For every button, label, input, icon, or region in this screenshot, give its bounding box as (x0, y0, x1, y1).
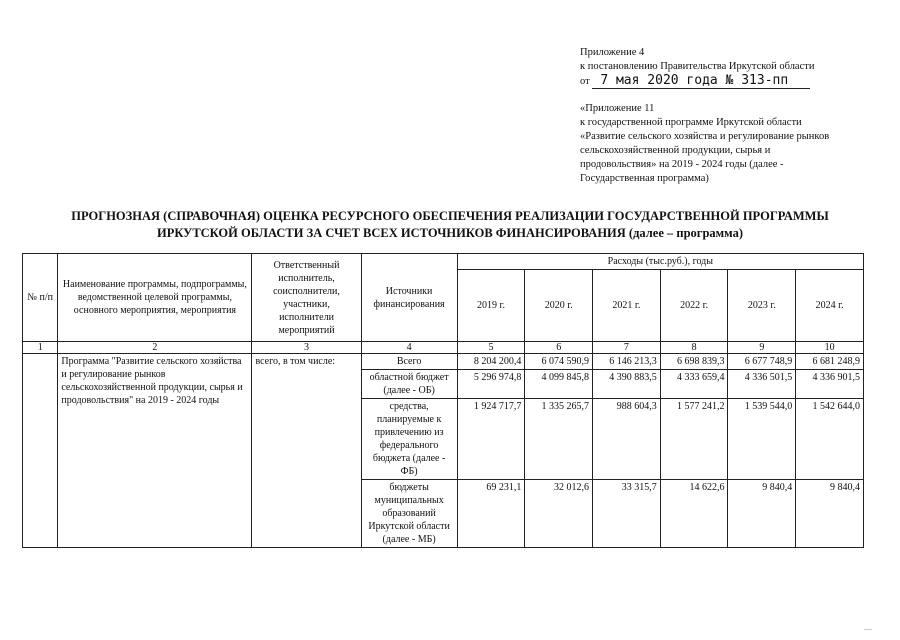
document-title (20, 208, 880, 242)
header-expenses: Расходы (тыс.руб.), годы (457, 254, 863, 270)
subappendix-line: «Приложение 11 (580, 103, 655, 114)
value-cell: 8 204 200,4 (457, 354, 525, 370)
value-cell: 1 335 265,7 (525, 399, 593, 480)
column-number: 7 (593, 342, 661, 354)
title-line-2: ИРКУТСКОЙ ОБЛАСТИ ЗА СЧЕТ ВСЕХ ИСТОЧНИКОВ ФИНАНСИРОВАНИЯ (далее – программа) (156, 226, 744, 240)
value-cell: 1 539 544,0 (728, 399, 796, 480)
source-cell: Всего (361, 354, 457, 370)
value-cell: 988 604,3 (593, 399, 661, 480)
source-cell: средства, планируемые к привлечению из федерального бюджета (далее - ФБ) (361, 399, 457, 480)
subappendix-line: продовольствия» на 2019 - 2024 годы (далее - (580, 159, 784, 170)
column-number: 2 (58, 342, 252, 354)
header-year: 2021 г. (593, 270, 661, 342)
value-cell: 4 333 659,4 (660, 370, 728, 399)
date-prefix: от (580, 76, 590, 87)
value-cell: 6 074 590,9 (525, 354, 593, 370)
resource-table (22, 253, 864, 548)
header-responsible: Ответственный исполнитель, соисполнители, участники, исполнители мероприятий (252, 254, 361, 342)
program-name: Программа "Развитие сельского хозяйства и регулирование рынков сельскохозяйственной продукции, сырья и продовольствия" на 2019 - 2024 годы (58, 354, 252, 548)
column-number: 10 (796, 342, 864, 354)
value-cell: 6 677 748,9 (728, 354, 796, 370)
handwritten-date: 7 мая 2020 года № 313-пп (592, 74, 810, 89)
value-cell: 9 840,4 (796, 480, 864, 548)
value-cell: 4 336 901,5 (796, 370, 864, 399)
value-cell: 6 146 213,3 (593, 354, 661, 370)
value-cell: 9 840,4 (728, 480, 796, 548)
source-cell: бюджеты муниципальных образований Иркутской области (далее - МБ) (361, 480, 457, 548)
column-number: 8 (660, 342, 728, 354)
subappendix-line: «Развитие сельского хозяйства и регулирование рынков (580, 131, 830, 142)
table-row (23, 354, 864, 370)
value-cell: 33 315,7 (593, 480, 661, 548)
appendix-reference: к постановлению Правительства Иркутской области (580, 61, 815, 72)
value-cell: 4 390 883,5 (593, 370, 661, 399)
subappendix-header (580, 102, 870, 186)
subappendix-line: к государственной программе Иркутской области (580, 117, 802, 128)
title-line-1: ПРОГНОЗНАЯ (СПРАВОЧНАЯ) ОЦЕНКА РЕСУРСНОГО ОБЕСПЕЧЕНИЯ РЕАЛИЗАЦИИ ГОСУДАРСТВЕННОЙ ПРОГРАММЫ (71, 209, 829, 223)
column-number: 4 (361, 342, 457, 354)
column-number: 6 (525, 342, 593, 354)
header-year: 2024 г. (796, 270, 864, 342)
header-sources: Источники финансирования (361, 254, 457, 342)
value-cell: 5 296 974,8 (457, 370, 525, 399)
subappendix-line: сельскохозяйственной продукции, сырья и (580, 145, 771, 156)
header-year: 2023 г. (728, 270, 796, 342)
value-cell: 14 622,6 (660, 480, 728, 548)
header-year: 2020 г. (525, 270, 593, 342)
header-row (23, 254, 864, 270)
value-cell: 1 577 241,2 (660, 399, 728, 480)
column-number: 3 (252, 342, 361, 354)
column-number: 5 (457, 342, 525, 354)
column-number: 1 (23, 342, 58, 354)
appendix-header (580, 46, 814, 89)
value-cell: 1 924 717,7 (457, 399, 525, 480)
responsible-cell: всего, в том числе: (252, 354, 361, 548)
header-year: 2022 г. (660, 270, 728, 342)
header-num: № п/п (23, 254, 58, 342)
value-cell: 4 336 501,5 (728, 370, 796, 399)
value-cell: 32 012,6 (525, 480, 593, 548)
value-cell: 4 099 845,8 (525, 370, 593, 399)
row-number-cell (23, 354, 58, 548)
value-cell: 1 542 644,0 (796, 399, 864, 480)
header-name: Наименование программы, подпрограммы, ведомственной целевой программы, основного мероприятия, мероприятия (58, 254, 252, 342)
value-cell: 6 681 248,9 (796, 354, 864, 370)
subappendix-line: Государственная программа) (580, 173, 709, 184)
appendix-number: Приложение 4 (580, 47, 645, 58)
header-year: 2019 г. (457, 270, 525, 342)
value-cell: 69 231,1 (457, 480, 525, 548)
column-number: 9 (728, 342, 796, 354)
column-number-row (23, 342, 864, 354)
scan-artifact (864, 629, 872, 630)
appendix-date-line (580, 74, 814, 89)
source-cell: областной бюджет (далее - ОБ) (361, 370, 457, 399)
value-cell: 6 698 839,3 (660, 354, 728, 370)
